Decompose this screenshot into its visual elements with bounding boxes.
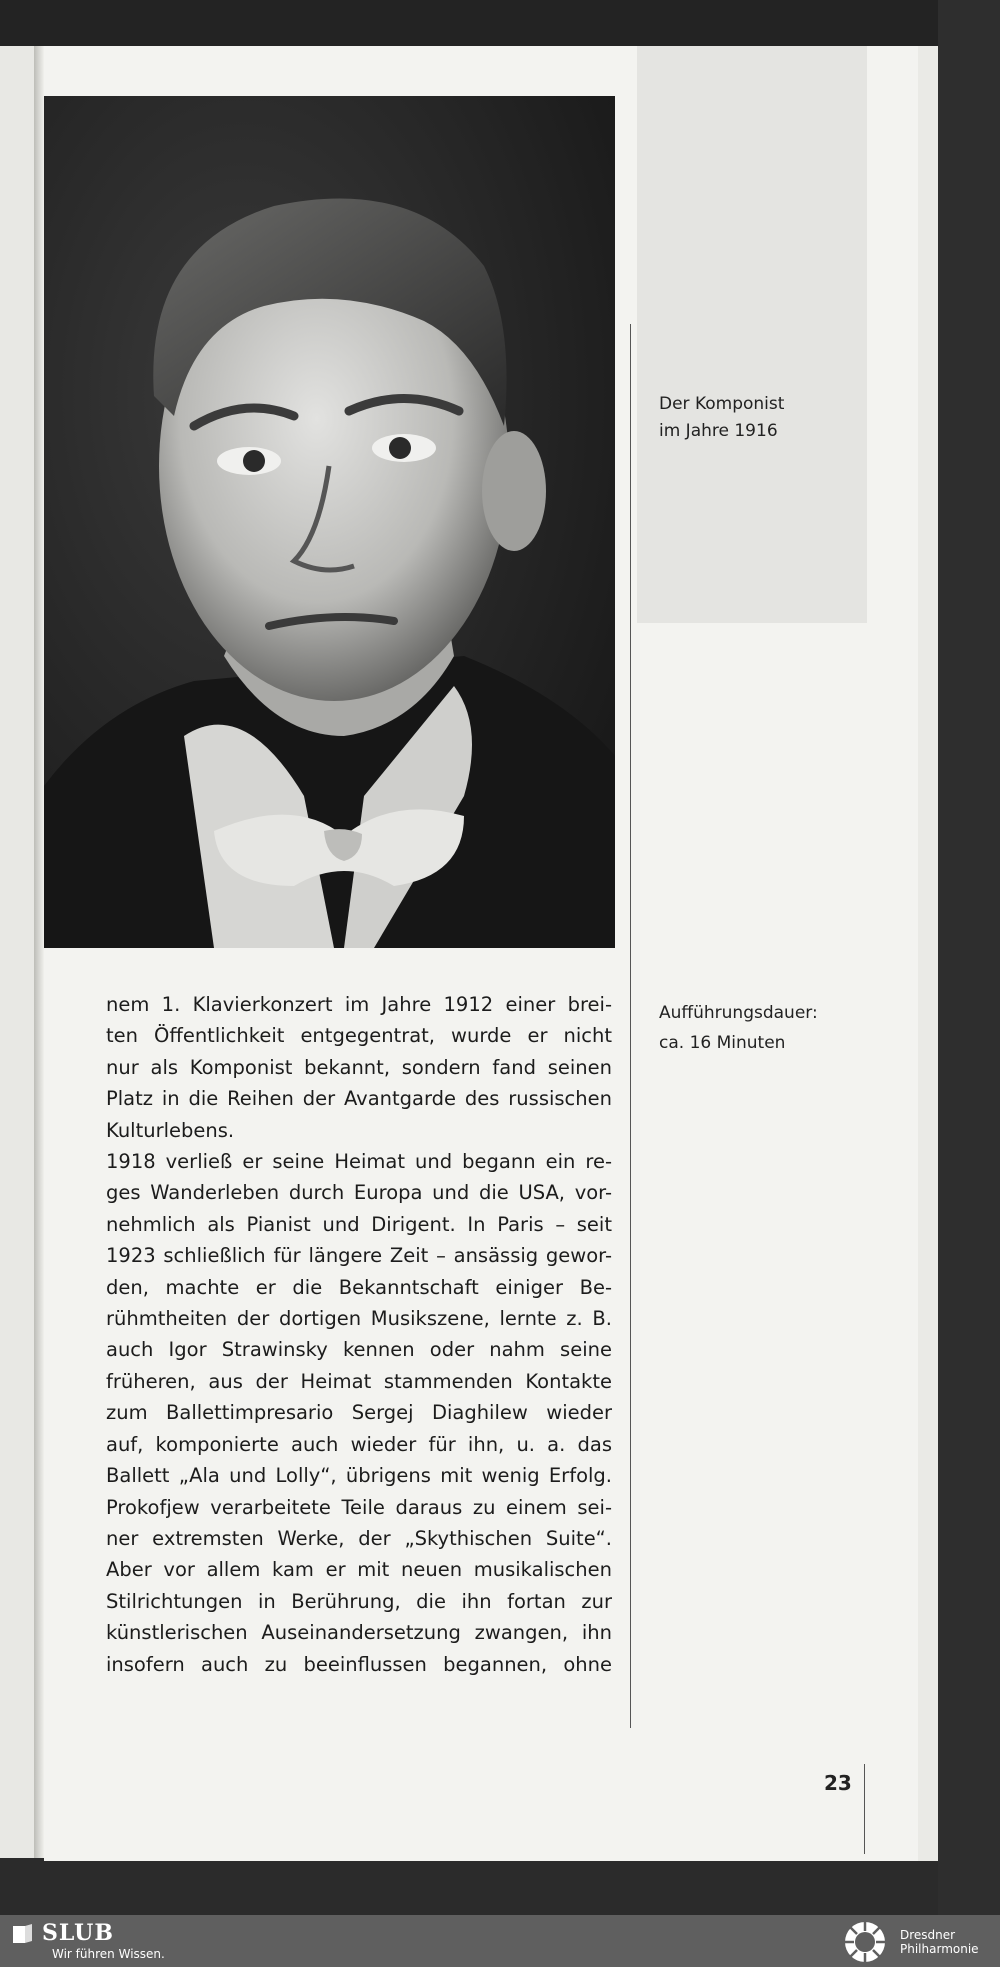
text-line: Ballett „Ala und Lolly“, übrigens mit wenig Erfolg. [106, 1464, 612, 1488]
page-gutter-shadow [34, 46, 44, 1858]
show-through-box [637, 46, 867, 623]
philharmonie-line-1: Dresdner [900, 1928, 956, 1942]
document-page [44, 46, 938, 1861]
composer-portrait-photo [44, 96, 615, 948]
text-line: Kulturlebens. [106, 1118, 235, 1142]
text-line: früheren, aus der Heimat stammenden Kontakte [106, 1369, 612, 1393]
portrait-illustration [44, 96, 615, 948]
text-line: Prokofjew verarbeitete Teile daraus zu einem sei- [106, 1495, 612, 1519]
text-line: rühmtheiten der dortigen Musikszene, lernte z. B. [106, 1307, 612, 1331]
scanner-background-right [938, 0, 1000, 1915]
text-line: Aber vor allem kam er mit neuen musikalischen [106, 1558, 612, 1582]
photo-caption [659, 391, 879, 445]
text-line: auch Igor Strawinsky kennen oder nahm seine [106, 1338, 612, 1362]
philharmonie-logo-icon [838, 1918, 892, 1966]
text-line: nem 1. Klavierkonzert im Jahre 1912 einer brei- [106, 993, 612, 1016]
text-line: ges Wanderleben durch Europa und die USA, vor- [106, 1181, 612, 1205]
text-line: 1923 schließlich für längere Zeit – ansässig gewor- [106, 1244, 612, 1268]
text-line: den, machte er die Bekanntschaft einiger Be- [106, 1275, 612, 1299]
duration-value: ca. 16 Minuten [659, 1033, 786, 1053]
text-line: insofern auch zu beeinflussen begannen, ohne [106, 1652, 612, 1676]
text-line: Stilrichtungen in Berührung, die ihn fortan zur [106, 1589, 612, 1613]
text-line: künstlerischen Auseinandersetzung zwangen, ihn [106, 1621, 612, 1645]
body-text [106, 989, 612, 1680]
text-line: ten Öffentlichkeit entgegentrat, wurde er nicht [106, 1024, 612, 1048]
text-line: ner extremsten Werke, der „Skythischen Suite“. [106, 1526, 612, 1550]
scanner-background-top [0, 0, 1000, 46]
slub-logo-icon [12, 1923, 34, 1945]
text-line: 1918 verließ er seine Heimat und begann ein re- [106, 1150, 612, 1174]
page-number: 23 [824, 1771, 852, 1795]
caption-line: Der Komponist [659, 394, 785, 414]
page-fore-edge [918, 46, 938, 1861]
library-name: SLUB [42, 1920, 114, 1946]
footer-bar [0, 1915, 1000, 1967]
library-tagline: Wir führen Wissen. [52, 1947, 165, 1961]
duration-label: Aufführungsdauer: [659, 1003, 818, 1023]
page-number-rule [864, 1764, 865, 1854]
philharmonie-name [900, 1928, 979, 1956]
performance-duration-note [659, 998, 879, 1058]
caption-line: im Jahre 1916 [659, 421, 778, 441]
text-line: nehmlich als Pianist und Dirigent. In Paris – seit [106, 1212, 612, 1236]
column-divider-rule [630, 324, 631, 1728]
philharmonie-line-2: Philharmonie [900, 1942, 979, 1956]
text-line: zum Ballettimpresario Sergej Diaghilew wieder [106, 1401, 612, 1425]
text-line: auf, komponierte auch wieder für ihn, u. a. das [106, 1432, 612, 1456]
text-line: nur als Komponist bekannt, sondern fand seinen [106, 1055, 612, 1079]
text-line: Platz in die Reihen der Avantgarde des russischen [106, 1087, 612, 1111]
